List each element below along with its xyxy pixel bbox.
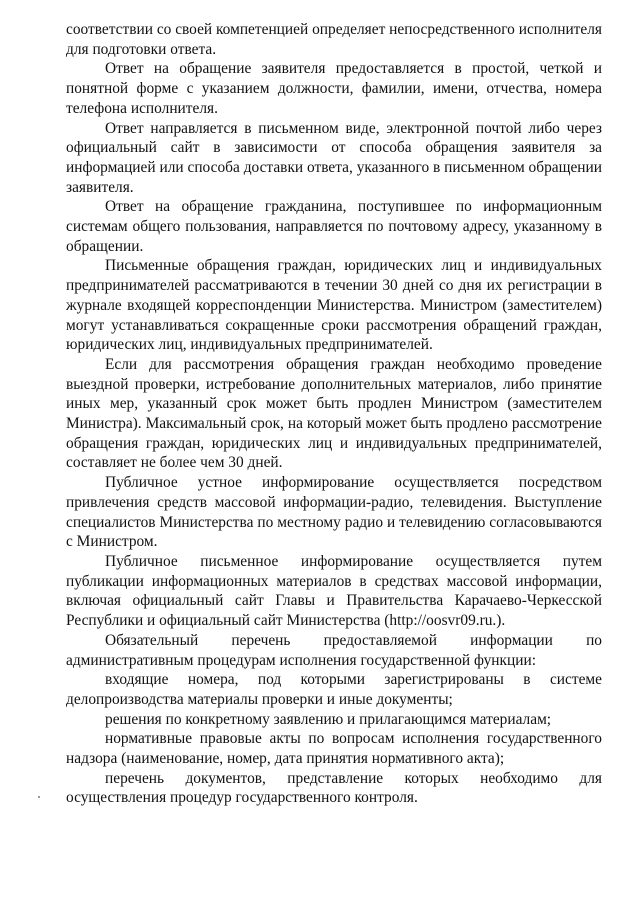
paragraph-review-period: Письменные обращения граждан, юридических лиц и индивидуальных предпринимателей рассматриваются в течении 30 дней со дня их регистрации в журнале входящей корреспонденции Министерства. Министром (заместителем) могут устанавливаться сокращенные сроки рассмотрения обращений граждан, юридических лиц, индивидуальных предпринимателей. [66,257,602,354]
list-item-normative-acts: нормативные правовые акты по вопросам исполнения государственного надзора (наименование, номер, дата принятия нормативного акта); [66,730,602,768]
paragraph-public-oral-info: Публичное устное информирование осуществляется посредством привлечения средств массовой информации-радио, телевидения. Выступление специалистов Министерства по местному радио и телевидению согласовываются с Министром. [66,474,602,551]
paragraph-mandatory-list: Обязательный перечень предоставляемой информации по административным процедурам исполнения государственной функции: [66,631,602,669]
document-page [66,20,602,808]
paragraph-response-form: Ответ на обращение заявителя предоставляется в простой, четкой и понятной форме с указанием должности, фамилии, имени, отчества, номера телефона исполнителя. [66,60,602,117]
list-item-incoming-numbers: входящие номера, под которыми зарегистрированы в системе делопроизводства материалы проверки и иные документы; [66,671,602,708]
paragraph-public-written-info: Публичное письменное информирование осуществляется путем публикации информационных материалов в средствах массовой информации, включая официальный сайт Главы и Правительства Карачаево-Черкесской Республики и официальный сайт Министерства (http://oosvr09.ru.). [66,552,602,630]
paragraph-continuation: соответствии со своей компетенцией определяет непосредственного исполнителя для подготовки ответа. [66,21,602,58]
paragraph-info-systems: Ответ на обращение гражданина, поступившее по информационным системам общего пользования, направляется по почтовому адресу, указанному в обращении. [66,198,602,255]
list-item-decisions: решения по конкретному заявлению и прилагающимся материалам; [105,710,552,728]
scan-artifact [38,796,40,798]
list-item-documents: перечень документов, представление которых необходимо для осуществления процедур государственного контроля. [66,769,602,807]
paragraph-response-delivery: Ответ направляется в письменном виде, электронной почтой либо через официальный сайт в зависимости от способа обращения заявителя за информацией или способа доставки ответа, указанного в письменном обращении заявителя. [66,119,602,196]
paragraph-period-extension: Если для рассмотрения обращения граждан необходимо проведение выездной проверки, истребование дополнительных материалов, либо принятие иных мер, указанный срок может быть продлен Министром (заместителем Министра). Максимальный срок, на который может быть продлено рассмотрение обращения граждан, юридических лиц и индивидуальных предпринимателей, составляет не более чем 30 дней. [66,355,602,472]
